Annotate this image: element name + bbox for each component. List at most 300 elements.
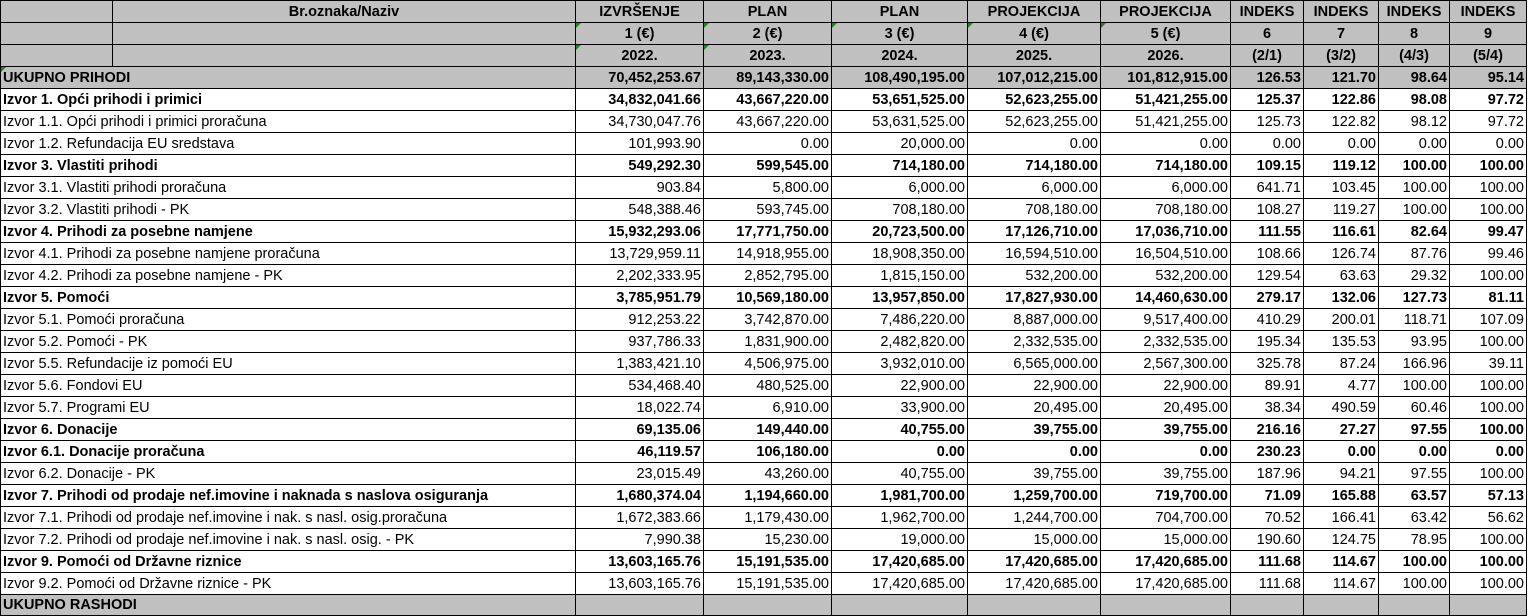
value-cell[interactable]: 111.68 (1231, 551, 1304, 573)
value-cell[interactable]: 1,815,150.00 (832, 265, 968, 287)
value-cell[interactable]: 39,755.00 (968, 463, 1101, 485)
value-cell[interactable]: 38.34 (1231, 397, 1304, 419)
value-cell[interactable]: 27.27 (1304, 419, 1379, 441)
value-cell[interactable]: 22,900.00 (832, 375, 968, 397)
value-cell[interactable]: 0.00 (1450, 441, 1527, 463)
value-cell[interactable]: 122.86 (1304, 89, 1379, 111)
value-cell[interactable]: 6,910.00 (704, 397, 832, 419)
value-cell[interactable]: 114.67 (1304, 573, 1379, 595)
value-cell[interactable]: 1,179,430.00 (704, 507, 832, 529)
value-cell[interactable]: 121.70 (1304, 67, 1379, 89)
row-label-cell[interactable]: Izvor 7.1. Prihodi od prodaje nef.imovine i nak. s nasl. osig.proračuna (1, 507, 576, 529)
value-cell[interactable]: 81.11 (1450, 287, 1527, 309)
value-cell[interactable]: 20,495.00 (968, 397, 1101, 419)
value-cell[interactable]: 34,832,041.66 (576, 89, 704, 111)
table-row (1, 265, 1527, 287)
value-cell[interactable]: 100.00 (1450, 155, 1527, 177)
value-cell[interactable]: 22,900.00 (1101, 375, 1231, 397)
table-row (1, 133, 1527, 155)
value-cell[interactable]: 98.64 (1379, 67, 1450, 89)
value-cell[interactable]: 1,981,700.00 (832, 485, 968, 507)
value-cell[interactable]: 15,000.00 (1101, 529, 1231, 551)
header-blank-cell[interactable] (113, 23, 576, 45)
value-cell[interactable]: 119.27 (1304, 199, 1379, 221)
value-cell[interactable]: 94.21 (1304, 463, 1379, 485)
value-cell[interactable]: 135.53 (1304, 331, 1379, 353)
value-cell[interactable]: 532,200.00 (968, 265, 1101, 287)
value-cell[interactable]: 195.34 (1231, 331, 1304, 353)
header-year-2024[interactable]: 2024. (832, 45, 968, 67)
value-cell[interactable]: 39,755.00 (1101, 463, 1231, 485)
value-cell[interactable]: 0.00 (1450, 133, 1527, 155)
header-izvrsenje[interactable]: IZVRŠENJE (576, 1, 704, 23)
value-cell[interactable]: 17,420,685.00 (1101, 573, 1231, 595)
value-cell[interactable]: 200.01 (1304, 309, 1379, 331)
value-cell[interactable]: 410.29 (1231, 309, 1304, 331)
value-cell[interactable]: 108.27 (1231, 199, 1304, 221)
value-cell[interactable]: 43,667,220.00 (704, 89, 832, 111)
value-cell[interactable]: 119.12 (1304, 155, 1379, 177)
row-label-cell[interactable]: Izvor 6.2. Donacije - PK (1, 463, 576, 485)
value-cell[interactable]: 2,332,535.00 (968, 331, 1101, 353)
value-cell[interactable]: 125.73 (1231, 111, 1304, 133)
row-label-cell[interactable]: UKUPNO RASHODI (1, 595, 576, 616)
row-label-cell[interactable]: Izvor 5.2. Pomoći - PK (1, 331, 576, 353)
value-cell[interactable]: 708,180.00 (832, 199, 968, 221)
value-cell[interactable]: 3,785,951.79 (576, 287, 704, 309)
value-cell[interactable] (1231, 595, 1304, 616)
row-label-cell[interactable]: UKUPNO PRIHODI (1, 67, 576, 89)
value-cell[interactable] (576, 595, 704, 616)
value-cell[interactable]: 100.00 (1450, 265, 1527, 287)
value-cell[interactable]: 43,260.00 (704, 463, 832, 485)
header-col-8[interactable]: 8 (1379, 23, 1450, 45)
value-cell[interactable] (832, 595, 968, 616)
value-cell[interactable]: 0.00 (1379, 441, 1450, 463)
value-cell[interactable]: 108.66 (1231, 243, 1304, 265)
value-cell[interactable]: 480,525.00 (704, 375, 832, 397)
value-cell[interactable]: 7,486,220.00 (832, 309, 968, 331)
header-ratio-4-3[interactable]: (4/3) (1379, 45, 1450, 67)
value-cell[interactable]: 903.84 (576, 177, 704, 199)
value-cell[interactable]: 29.32 (1379, 265, 1450, 287)
value-cell[interactable]: 593,745.00 (704, 199, 832, 221)
value-cell[interactable]: 15,191,535.00 (704, 551, 832, 573)
value-cell[interactable]: 2,202,333.95 (576, 265, 704, 287)
header-col-4[interactable]: 4 (€) (968, 23, 1101, 45)
value-cell[interactable]: 103.45 (1304, 177, 1379, 199)
value-cell[interactable]: 0.00 (1101, 441, 1231, 463)
row-label-cell[interactable]: Izvor 4. Prihodi za posebne namjene (1, 221, 576, 243)
value-cell[interactable]: 114.67 (1304, 551, 1379, 573)
value-cell[interactable]: 6,000.00 (968, 177, 1101, 199)
value-cell[interactable]: 93.95 (1379, 331, 1450, 353)
value-cell[interactable]: 1,672,383.66 (576, 507, 704, 529)
value-cell[interactable]: 15,191,535.00 (704, 573, 832, 595)
value-cell[interactable]: 39.11 (1450, 353, 1527, 375)
value-cell[interactable]: 0.00 (968, 441, 1101, 463)
value-cell[interactable]: 63.63 (1304, 265, 1379, 287)
value-cell[interactable]: 126.74 (1304, 243, 1379, 265)
value-cell[interactable]: 63.57 (1379, 485, 1450, 507)
row-label-cell[interactable]: Izvor 6. Donacije (1, 419, 576, 441)
header-blank-cell[interactable] (1, 23, 113, 45)
value-cell[interactable] (1101, 595, 1231, 616)
value-cell[interactable]: 3,742,870.00 (704, 309, 832, 331)
header-row-2 (1, 23, 1527, 45)
row-label-cell[interactable]: Izvor 5.1. Pomoći proračuna (1, 309, 576, 331)
value-cell[interactable]: 101,993.90 (576, 133, 704, 155)
row-label-cell[interactable]: Izvor 3.2. Vlastiti prihodi - PK (1, 199, 576, 221)
row-label-cell[interactable]: Izvor 3.1. Vlastiti prihodi proračuna (1, 177, 576, 199)
value-cell[interactable]: 0.00 (1379, 133, 1450, 155)
value-cell[interactable]: 18,908,350.00 (832, 243, 968, 265)
row-label-cell[interactable]: Izvor 3. Vlastiti prihodi (1, 155, 576, 177)
value-cell[interactable]: 704,700.00 (1101, 507, 1231, 529)
row-label-cell[interactable]: Izvor 5.7. Programi EU (1, 397, 576, 419)
header-col-6[interactable]: 6 (1231, 23, 1304, 45)
value-cell[interactable]: 89,143,330.00 (704, 67, 832, 89)
value-cell[interactable]: 3,932,010.00 (832, 353, 968, 375)
value-cell[interactable]: 100.00 (1379, 375, 1450, 397)
value-cell[interactable]: 17,771,750.00 (704, 221, 832, 243)
value-cell[interactable]: 719,700.00 (1101, 485, 1231, 507)
header-ratio-5-4[interactable]: (5/4) (1450, 45, 1527, 67)
value-cell[interactable]: 99.46 (1450, 243, 1527, 265)
value-cell[interactable]: 109.15 (1231, 155, 1304, 177)
value-cell[interactable]: 714,180.00 (968, 155, 1101, 177)
value-cell[interactable]: 279.17 (1231, 287, 1304, 309)
value-cell[interactable]: 100.00 (1450, 177, 1527, 199)
value-cell[interactable]: 708,180.00 (1101, 199, 1231, 221)
value-cell[interactable]: 20,495.00 (1101, 397, 1231, 419)
value-cell[interactable]: 17,036,710.00 (1101, 221, 1231, 243)
value-cell[interactable]: 63.42 (1379, 507, 1450, 529)
row-label-cell[interactable]: Izvor 1.2. Refundacija EU sredstava (1, 133, 576, 155)
value-cell[interactable]: 100.00 (1379, 199, 1450, 221)
value-cell[interactable]: 98.08 (1379, 89, 1450, 111)
value-cell[interactable]: 87.76 (1379, 243, 1450, 265)
value-cell[interactable]: 1,194,660.00 (704, 485, 832, 507)
table-row (1, 155, 1527, 177)
row-label-cell[interactable]: Izvor 4.2. Prihodi za posebne namjene - PK (1, 265, 576, 287)
value-cell[interactable]: 100.00 (1379, 177, 1450, 199)
header-year-2025[interactable]: 2025. (968, 45, 1101, 67)
value-cell[interactable]: 6,000.00 (1101, 177, 1231, 199)
value-cell[interactable]: 46,119.57 (576, 441, 704, 463)
value-cell[interactable]: 23,015.49 (576, 463, 704, 485)
row-label-cell[interactable]: Izvor 1.1. Opći prihodi i primici proračuna (1, 111, 576, 133)
value-cell[interactable]: 100.00 (1450, 529, 1527, 551)
value-cell[interactable]: 57.13 (1450, 485, 1527, 507)
value-cell[interactable]: 39,755.00 (968, 419, 1101, 441)
header-col-3[interactable]: 3 (€) (832, 23, 968, 45)
value-cell[interactable]: 325.78 (1231, 353, 1304, 375)
value-cell[interactable]: 82.64 (1379, 221, 1450, 243)
value-cell[interactable]: 8,887,000.00 (968, 309, 1101, 331)
row-label-cell[interactable]: Izvor 9. Pomoći od Državne riznice (1, 551, 576, 573)
table-row (1, 177, 1527, 199)
value-cell[interactable]: 51,421,255.00 (1101, 89, 1231, 111)
value-cell[interactable]: 15,932,293.06 (576, 221, 704, 243)
header-indeks-7[interactable]: INDEKS (1304, 1, 1379, 23)
value-cell[interactable]: 18,022.74 (576, 397, 704, 419)
value-cell[interactable]: 126.53 (1231, 67, 1304, 89)
value-cell[interactable]: 15,230.00 (704, 529, 832, 551)
value-cell[interactable]: 111.55 (1231, 221, 1304, 243)
header-projekcija-2025[interactable]: PROJEKCIJA (968, 1, 1101, 23)
value-cell[interactable]: 16,504,510.00 (1101, 243, 1231, 265)
table-row (1, 507, 1527, 529)
header-year-2023[interactable]: 2023. (704, 45, 832, 67)
row-label-cell[interactable]: Izvor 4.1. Prihodi za posebne namjene proračuna (1, 243, 576, 265)
value-cell[interactable]: 20,723,500.00 (832, 221, 968, 243)
value-cell[interactable]: 13,603,165.76 (576, 573, 704, 595)
table-row (1, 441, 1527, 463)
header-corner-cell[interactable] (1, 1, 113, 23)
value-cell[interactable]: 216.16 (1231, 419, 1304, 441)
value-cell[interactable]: 19,000.00 (832, 529, 968, 551)
header-naziv[interactable]: Br.oznaka/Naziv (113, 1, 576, 23)
row-label-cell[interactable]: Izvor 9.2. Pomoći od Državne riznice - PK (1, 573, 576, 595)
value-cell[interactable]: 101,812,915.00 (1101, 67, 1231, 89)
value-cell[interactable] (1450, 595, 1527, 616)
value-cell[interactable]: 17,420,685.00 (832, 573, 968, 595)
value-cell[interactable]: 17,420,685.00 (1101, 551, 1231, 573)
row-label-cell[interactable]: Izvor 5.5. Refundacije iz pomoći EU (1, 353, 576, 375)
header-plan-2024[interactable]: PLAN (832, 1, 968, 23)
header-blank-cell[interactable] (1, 45, 113, 67)
value-cell[interactable]: 122.82 (1304, 111, 1379, 133)
value-cell[interactable]: 548,388.46 (576, 199, 704, 221)
row-label-cell[interactable]: Izvor 7. Prihodi od prodaje nef.imovine i naknada s naslova osiguranja (1, 485, 576, 507)
value-cell[interactable]: 97.72 (1450, 89, 1527, 111)
value-cell[interactable]: 129.54 (1231, 265, 1304, 287)
value-cell[interactable]: 116.61 (1304, 221, 1379, 243)
value-cell[interactable]: 97.55 (1379, 463, 1450, 485)
value-cell[interactable]: 13,729,959.11 (576, 243, 704, 265)
value-cell[interactable]: 149,440.00 (704, 419, 832, 441)
value-cell[interactable]: 15,000.00 (968, 529, 1101, 551)
value-cell[interactable]: 43,667,220.00 (704, 111, 832, 133)
value-cell[interactable]: 230.23 (1231, 441, 1304, 463)
value-cell[interactable]: 6,565,000.00 (968, 353, 1101, 375)
value-cell[interactable]: 166.41 (1304, 507, 1379, 529)
header-col-7[interactable]: 7 (1304, 23, 1379, 45)
value-cell[interactable]: 107.09 (1450, 309, 1527, 331)
value-cell[interactable] (1379, 595, 1450, 616)
value-cell[interactable]: 39,755.00 (1101, 419, 1231, 441)
header-indeks-6[interactable]: INDEKS (1231, 1, 1304, 23)
value-cell[interactable]: 70,452,253.67 (576, 67, 704, 89)
value-cell[interactable]: 13,957,850.00 (832, 287, 968, 309)
header-indeks-9[interactable]: INDEKS (1450, 1, 1527, 23)
value-cell[interactable]: 56.62 (1450, 507, 1527, 529)
value-cell[interactable]: 1,383,421.10 (576, 353, 704, 375)
value-cell[interactable]: 1,259,700.00 (968, 485, 1101, 507)
value-cell[interactable]: 714,180.00 (832, 155, 968, 177)
value-cell[interactable]: 100.00 (1450, 419, 1527, 441)
value-cell[interactable]: 20,000.00 (832, 133, 968, 155)
value-cell[interactable]: 2,567,300.00 (1101, 353, 1231, 375)
row-label-cell[interactable]: Izvor 1. Opći prihodi i primici (1, 89, 576, 111)
header-col-2[interactable]: 2 (€) (704, 23, 832, 45)
value-cell[interactable]: 549,292.30 (576, 155, 704, 177)
value-cell[interactable]: 1,244,700.00 (968, 507, 1101, 529)
value-cell[interactable]: 100.00 (1379, 155, 1450, 177)
row-label-cell[interactable]: Izvor 5. Pomoći (1, 287, 576, 309)
value-cell[interactable]: 714,180.00 (1101, 155, 1231, 177)
value-cell[interactable] (704, 595, 832, 616)
value-cell[interactable]: 98.12 (1379, 111, 1450, 133)
value-cell[interactable]: 9,517,400.00 (1101, 309, 1231, 331)
header-year-2026[interactable]: 2026. (1101, 45, 1231, 67)
row-label-cell[interactable]: Izvor 7.2. Prihodi od prodaje nef.imovine i nak. s nasl. osig. - PK (1, 529, 576, 551)
value-cell[interactable]: 17,126,710.00 (968, 221, 1101, 243)
row-label-cell[interactable]: Izvor 6.1. Donacije proračuna (1, 441, 576, 463)
value-cell[interactable]: 708,180.00 (968, 199, 1101, 221)
value-cell[interactable]: 97.72 (1450, 111, 1527, 133)
value-cell[interactable]: 912,253.22 (576, 309, 704, 331)
value-cell[interactable]: 100.00 (1379, 573, 1450, 595)
value-cell[interactable]: 14,460,630.00 (1101, 287, 1231, 309)
value-cell[interactable]: 22,900.00 (968, 375, 1101, 397)
header-projekcija-2026[interactable]: PROJEKCIJA (1101, 1, 1231, 23)
value-cell[interactable]: 132.06 (1304, 287, 1379, 309)
value-cell[interactable]: 97.55 (1379, 419, 1450, 441)
value-cell[interactable]: 17,827,930.00 (968, 287, 1101, 309)
value-cell[interactable]: 125.37 (1231, 89, 1304, 111)
value-cell[interactable]: 937,786.33 (576, 331, 704, 353)
table-row (1, 199, 1527, 221)
header-ratio-2-1[interactable]: (2/1) (1231, 45, 1304, 67)
value-cell[interactable]: 641.71 (1231, 177, 1304, 199)
value-cell[interactable]: 0.00 (1101, 133, 1231, 155)
value-cell[interactable]: 40,755.00 (832, 463, 968, 485)
table-row (1, 89, 1527, 111)
value-cell[interactable]: 100.00 (1450, 573, 1527, 595)
value-cell[interactable]: 2,852,795.00 (704, 265, 832, 287)
value-cell[interactable]: 14,918,955.00 (704, 243, 832, 265)
value-cell[interactable]: 60.46 (1379, 397, 1450, 419)
header-row-3 (1, 45, 1527, 67)
value-cell[interactable]: 190.60 (1231, 529, 1304, 551)
value-cell[interactable]: 0.00 (1304, 441, 1379, 463)
header-ratio-3-2[interactable]: (3/2) (1304, 45, 1379, 67)
value-cell[interactable]: 1,680,374.04 (576, 485, 704, 507)
header-col-9[interactable]: 9 (1450, 23, 1527, 45)
value-cell[interactable]: 100.00 (1450, 331, 1527, 353)
value-cell[interactable]: 5,800.00 (704, 177, 832, 199)
value-cell[interactable]: 53,631,525.00 (832, 111, 968, 133)
value-cell[interactable]: 111.68 (1231, 573, 1304, 595)
table-row (1, 331, 1527, 353)
value-cell[interactable]: 70.52 (1231, 507, 1304, 529)
value-cell[interactable]: 100.00 (1450, 463, 1527, 485)
value-cell[interactable]: 2,332,535.00 (1101, 331, 1231, 353)
value-cell[interactable]: 0.00 (832, 441, 968, 463)
value-cell[interactable]: 127.73 (1379, 287, 1450, 309)
value-cell[interactable]: 34,730,047.76 (576, 111, 704, 133)
value-cell[interactable]: 13,603,165.76 (576, 551, 704, 573)
value-cell[interactable]: 87.24 (1304, 353, 1379, 375)
value-cell[interactable] (1304, 595, 1379, 616)
header-blank-cell[interactable] (113, 45, 576, 67)
value-cell[interactable]: 51,421,255.00 (1101, 111, 1231, 133)
value-cell[interactable] (968, 595, 1101, 616)
value-cell[interactable]: 78.95 (1379, 529, 1450, 551)
value-cell[interactable]: 17,420,685.00 (832, 551, 968, 573)
value-cell[interactable]: 99.47 (1450, 221, 1527, 243)
value-cell[interactable]: 17,420,685.00 (968, 573, 1101, 595)
table-row (1, 287, 1527, 309)
value-cell[interactable]: 52,623,255.00 (968, 111, 1101, 133)
value-cell[interactable]: 1,962,700.00 (832, 507, 968, 529)
header-indeks-8[interactable]: INDEKS (1379, 1, 1450, 23)
value-cell[interactable]: 490.59 (1304, 397, 1379, 419)
value-cell[interactable]: 100.00 (1450, 551, 1527, 573)
header-year-2022[interactable]: 2022. (576, 45, 704, 67)
header-plan-2023[interactable]: PLAN (704, 1, 832, 23)
value-cell[interactable]: 166.96 (1379, 353, 1450, 375)
value-cell[interactable]: 187.96 (1231, 463, 1304, 485)
value-cell[interactable]: 165.88 (1304, 485, 1379, 507)
header-col-5[interactable]: 5 (€) (1101, 23, 1231, 45)
value-cell[interactable]: 16,594,510.00 (968, 243, 1101, 265)
value-cell[interactable]: 100.00 (1450, 199, 1527, 221)
value-cell[interactable]: 71.09 (1231, 485, 1304, 507)
header-col-1[interactable]: 1 (€) (576, 23, 704, 45)
value-cell[interactable]: 100.00 (1450, 397, 1527, 419)
value-cell[interactable]: 124.75 (1304, 529, 1379, 551)
value-cell[interactable]: 100.00 (1379, 551, 1450, 573)
value-cell[interactable]: 33,900.00 (832, 397, 968, 419)
value-cell[interactable]: 0.00 (704, 133, 832, 155)
value-cell[interactable]: 4,506,975.00 (704, 353, 832, 375)
value-cell[interactable]: 0.00 (1231, 133, 1304, 155)
value-cell[interactable]: 118.71 (1379, 309, 1450, 331)
table-row (1, 485, 1527, 507)
value-cell[interactable]: 52,623,255.00 (968, 89, 1101, 111)
table-row (1, 221, 1527, 243)
value-cell[interactable]: 4.77 (1304, 375, 1379, 397)
row-label-cell[interactable]: Izvor 5.6. Fondovi EU (1, 375, 576, 397)
value-cell[interactable]: 53,651,525.00 (832, 89, 968, 111)
value-cell[interactable]: 95.14 (1450, 67, 1527, 89)
value-cell[interactable]: 10,569,180.00 (704, 287, 832, 309)
value-cell[interactable]: 0.00 (1304, 133, 1379, 155)
value-cell[interactable]: 107,012,215.00 (968, 67, 1101, 89)
total-expense-row (1, 595, 1527, 616)
table-row (1, 397, 1527, 419)
table-row (1, 463, 1527, 485)
value-cell[interactable]: 40,755.00 (832, 419, 968, 441)
value-cell[interactable]: 534,468.40 (576, 375, 704, 397)
value-cell[interactable]: 106,180.00 (704, 441, 832, 463)
value-cell[interactable]: 6,000.00 (832, 177, 968, 199)
value-cell[interactable]: 108,490,195.00 (832, 67, 968, 89)
value-cell[interactable]: 69,135.06 (576, 419, 704, 441)
value-cell[interactable]: 100.00 (1450, 375, 1527, 397)
value-cell[interactable]: 2,482,820.00 (832, 331, 968, 353)
value-cell[interactable]: 17,420,685.00 (968, 551, 1101, 573)
value-cell[interactable]: 532,200.00 (1101, 265, 1231, 287)
value-cell[interactable]: 599,545.00 (704, 155, 832, 177)
value-cell[interactable]: 1,831,900.00 (704, 331, 832, 353)
value-cell[interactable]: 89.91 (1231, 375, 1304, 397)
value-cell[interactable]: 0.00 (968, 133, 1101, 155)
value-cell[interactable]: 7,990.38 (576, 529, 704, 551)
